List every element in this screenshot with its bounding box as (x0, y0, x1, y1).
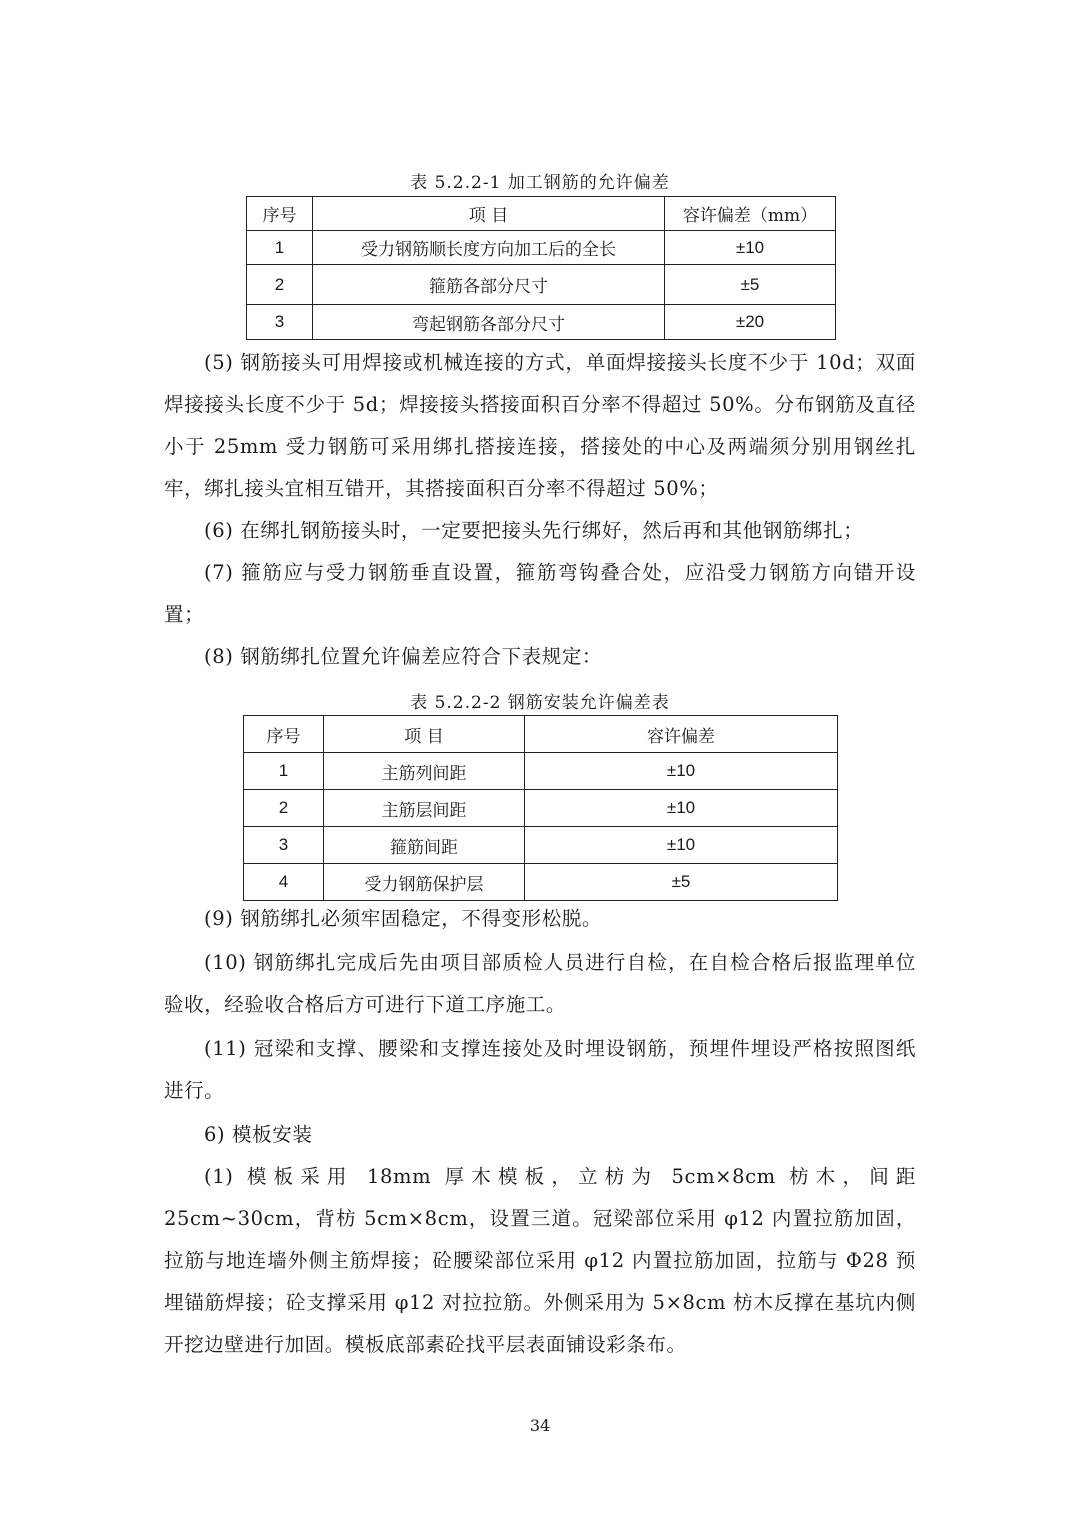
table1-caption: 表 5.2.2-1 加工钢筋的允许偏差 (410, 173, 670, 193)
paragraph-item-7: (7) 箍筋应与受力钢筋垂直设置，箍筋弯钩叠合处，应沿受力钢筋方向错开设置； (164, 561, 916, 626)
paragraph-item-10: (10) 钢筋绑扎完成后先由项目部质检人员进行自检，在自检合格后报监理单位验收，经验收合格后方可进行下道工序施工。 (164, 951, 916, 1016)
table-cell: ±10 (525, 790, 838, 827)
table-cell: 1 (247, 231, 313, 265)
table-cell: ±10 (525, 827, 838, 864)
header-cell: 序号 (247, 197, 313, 231)
table-cell: 1 (244, 753, 324, 790)
table-cell: 2 (244, 790, 324, 827)
page-number: 34 (529, 1416, 551, 1435)
table-cell: 主筋层间距 (324, 790, 525, 827)
table-cell: 箍筋间距 (324, 827, 525, 864)
table-cell: ±10 (665, 231, 836, 265)
table-row (244, 790, 838, 827)
table-row (247, 231, 836, 265)
table-cell: ±5 (525, 864, 838, 901)
section-heading: 6) 模板安装 (204, 1123, 313, 1146)
table-row (247, 305, 836, 340)
paragraph-item-11: (11) 冠梁和支撑、腰梁和支撑连接处及时埋设钢筋，预埋件埋设严格按照图纸进行。 (164, 1037, 916, 1102)
table-header-row (244, 716, 838, 753)
table-row (244, 827, 838, 864)
paragraph-item-9: (9) 钢筋绑扎必须牢固稳定，不得变形松脱。 (204, 907, 603, 930)
header-cell: 容许偏差（mm） (665, 197, 836, 231)
table-row (244, 753, 838, 790)
table2 (243, 715, 838, 901)
table2-caption: 表 5.2.2-2 钢筋安装允许偏差表 (410, 693, 670, 713)
paragraph-item-8: (8) 钢筋绑扎位置允许偏差应符合下表规定： (204, 645, 603, 668)
paragraph-item-formwork-1: (1) 模板采用 18mm 厚木模板，立枋为 5cm×8cm 枋木，间距 25cm~30cm，背枋 5cm×8cm，设置三道。冠梁部位采用 φ12 内置拉筋加固，拉筋与地连墙外侧主筋焊接；砼腰梁部位采用 φ12 内置拉筋加固，拉筋与 Φ28 预埋锚筋焊接；砼支撑采用 φ12 对拉拉筋。外侧采用为 5×8cm 枋木反撑在基坑内侧开挖边壁进行加固。模板底部素砼找平层表面铺设彩条布。 (164, 1165, 916, 1356)
header-cell: 容许偏差 (525, 716, 838, 753)
table-cell: 4 (244, 864, 324, 901)
table-cell: 2 (247, 265, 313, 305)
table-cell: 受力钢筋保护层 (324, 864, 525, 901)
header-cell: 项 目 (313, 197, 665, 231)
table-row (247, 265, 836, 305)
table-cell: 弯起钢筋各部分尺寸 (313, 305, 665, 340)
table-cell: ±5 (665, 265, 836, 305)
table-row (244, 864, 838, 901)
header-cell: 序号 (244, 716, 324, 753)
table1 (246, 196, 836, 340)
table-cell: 箍筋各部分尺寸 (313, 265, 665, 305)
header-cell: 项 目 (324, 716, 525, 753)
table-cell: 3 (244, 827, 324, 864)
table-cell: ±10 (525, 753, 838, 790)
table-cell: 受力钢筋顺长度方向加工后的全长 (313, 231, 665, 265)
paragraph-item-5: (5) 钢筋接头可用焊接或机械连接的方式，单面焊接接头长度不少于 10d；双面焊接接头长度不少于 5d；焊接接头搭接面积百分率不得超过 50%。分布钢筋及直径小于 25mm 受力钢筋可采用绑扎搭接连接，搭接处的中心及两端须分别用钢丝扎牢，绑扎接头宜相互错开，其搭接面积百分率不得超过 50%； (164, 351, 916, 500)
paragraph-item-6: (6) 在绑扎钢筋接头时，一定要把接头先行绑好，然后再和其他钢筋绑扎； (204, 519, 864, 542)
table-cell: 主筋列间距 (324, 753, 525, 790)
table-cell: 3 (247, 305, 313, 340)
table-cell: ±20 (665, 305, 836, 340)
table-header-row (247, 197, 836, 231)
